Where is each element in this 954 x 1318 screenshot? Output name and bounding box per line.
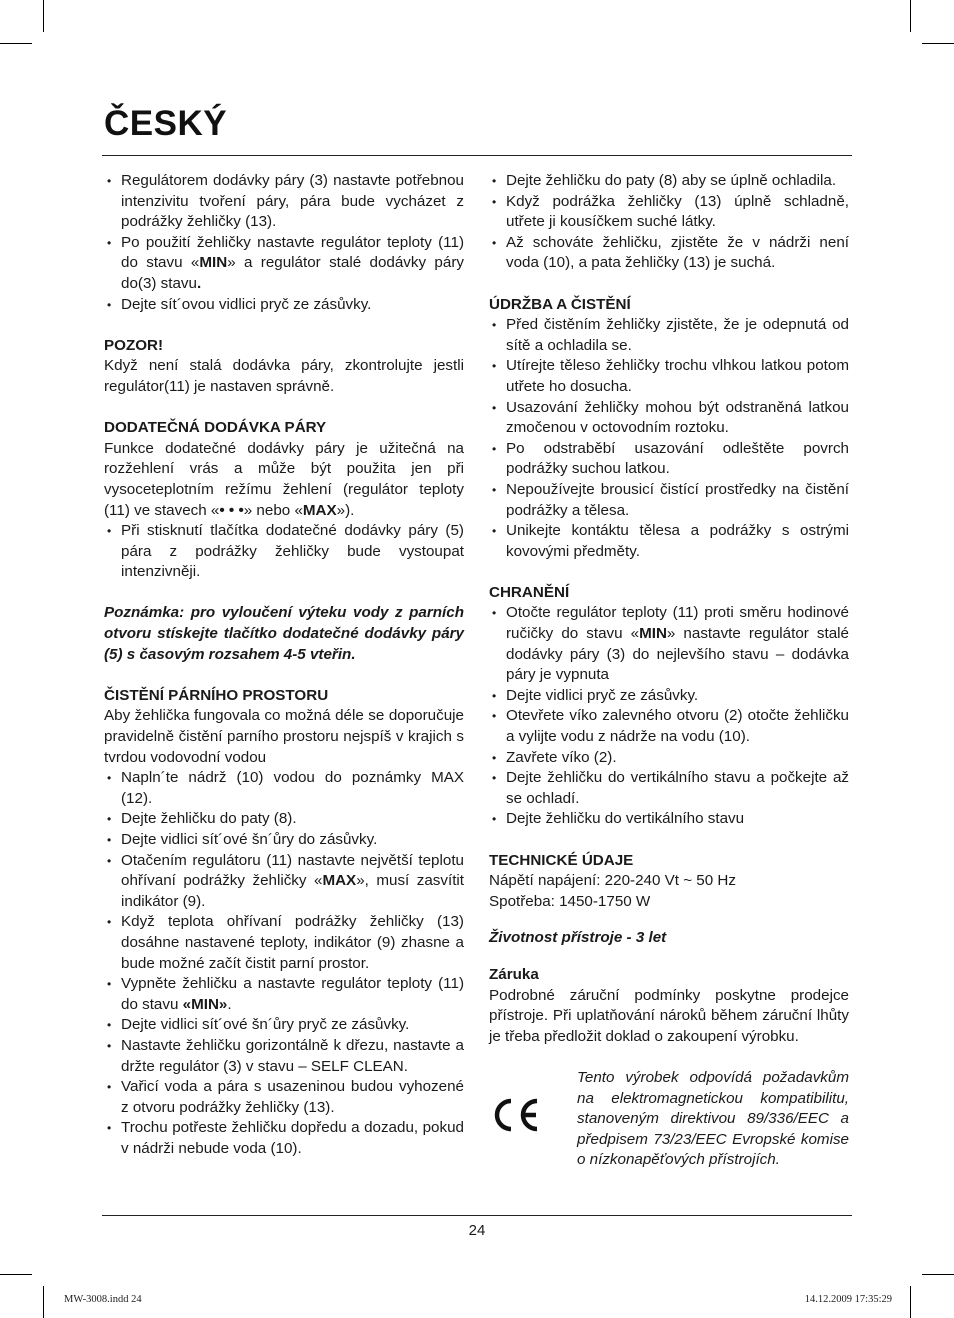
list-item: • Dejte vidlici pryč ze zásůvky.	[489, 686, 849, 707]
crop-mark	[0, 1274, 32, 1275]
lifetime-text: Životnost přístroje - 3 let	[489, 929, 667, 947]
list-item: • Po použití žehličky nastavte regulátor teploty (11) do stavu «MIN» a regulátor stalé dodávky páry do(3) stavu.	[104, 233, 464, 295]
list-item: • Vypněte žehličku a nastavte regulátor teploty (11) do stavu «MIN».	[104, 974, 464, 1015]
list-item: • Trochu potřeste žehličku dopředu a dozadu, pokud v nádrži nebude voda (10).	[104, 1118, 464, 1159]
page-number: 24	[468, 1222, 486, 1239]
list-item: • Při stisknutí tlačítka dodatečné dodávky páry (5) pára z podrážky žehličky bude vystoupat intenzivněji.	[104, 521, 464, 583]
list-item: • Před čistěním žehličky zjistěte, že je odepnutá od sítě a ochladila se.	[489, 315, 849, 356]
intro-list	[104, 171, 464, 315]
list-item: • Utírejte těleso žehličky trochu vlhkou latkou potom utřete ho dosucha.	[489, 356, 849, 397]
list-item: • Dejte sít´ovou vidlici pryč ze zásůvky.	[104, 295, 464, 316]
cisteni-text: Aby žehlička fungovala co možná déle se doporučuje pravidelně čistění parního prostoru nejspíš v krajich s tvrdou vodovodní vodou	[104, 707, 464, 766]
tech-line: Nápětí napájení: 220-240 Vt ~ 50 Hz	[489, 872, 736, 890]
top-list	[489, 171, 849, 274]
pozor-text: Když není stalá dodávka páry, zkontrolujte jestli regulátor(11) je nastaven správně.	[104, 357, 464, 395]
list-item: • Dejte vidlici sít´ové šn´ůry do zásůvky.	[104, 830, 464, 851]
list-item: • Dejte vidlici sít´ové šn´ůry pryč ze zásůvky.	[104, 1015, 464, 1036]
list-item: • Vařicí voda a pára s usazeninou budou vyhozené z otvoru podrážky žehličky (13).	[104, 1077, 464, 1118]
dodatecna-text: Funkce dodatečné dodávky páry je užitečná na rozžehlení vrás a může být použita jen při vysoceteplotním režímu žehlení (regulátor teploty (11) ve stavech «• • •» nebo «MAX»).	[104, 439, 464, 519]
list-item: • Nastavte žehličku gorizontálně k dřezu, nastavte a držte regulátor (3) v stavu – SELF CLEAN.	[104, 1036, 464, 1077]
section-heading-zaruka: Záruka	[489, 965, 539, 983]
list-item: • Dejte žehličku do paty (8) aby se úplně ochladila.	[489, 171, 849, 192]
list-item: • Když teplota ohřívaní podrážky žehličky (13) dosáhne nastavené teploty, indikátor (9) zhasne a bude možné začít čistit parní prostor.	[104, 912, 464, 974]
list-item: • Když podrážka žehličky (13) úplně schladně, utřete ji kousíčkem suché látky.	[489, 192, 849, 233]
section-heading-dodatecna: DODATEČNÁ DODÁVKA PÁRY	[104, 419, 327, 437]
list-item: • Unikejte kontáktu tělesa a podrážky s ostrými kovovými předměty.	[489, 521, 849, 562]
udrzba-list	[489, 315, 849, 562]
crop-mark	[910, 1286, 911, 1318]
ce-conformity-text: Tento výrobek odpovídá požadavkům na elektromagnetickou kompatibilitu, stanoveným direktivou 89/336/EEC a předpisem 73/23/EEC Evropské komise o nízkonapěťových přístrojích.	[577, 1068, 849, 1169]
footer-timestamp: 14.12.2009 17:35:29	[804, 1294, 892, 1305]
ce-block	[489, 1068, 849, 1171]
crop-mark	[43, 0, 44, 32]
list-item: • Zavřete víko (2).	[489, 748, 849, 769]
cisteni-list	[104, 768, 464, 1159]
chraneni-list	[489, 603, 849, 830]
section-heading-cisteni: ČISTĚNÍ PÁRNÍHO PROSTORU	[104, 686, 329, 704]
tech-line: Spotřeba: 1450-1750 W	[489, 892, 651, 910]
crop-mark	[922, 1274, 954, 1275]
section-heading-pozor: POZOR!	[104, 336, 164, 354]
crop-mark	[0, 43, 32, 44]
left-column	[104, 171, 464, 1160]
right-column	[489, 171, 849, 1171]
section-heading-tech: TECHNICKÉ ÚDAJE	[489, 851, 634, 869]
crop-mark	[922, 43, 954, 44]
list-item: • Otevřete víko zalevného otvoru (2) otočte žehličku a vylijte vodu z nádrže na vodu (10).	[489, 706, 849, 747]
list-item: • Dejte žehličku do paty (8).	[104, 809, 464, 830]
dodatecna-list	[104, 521, 464, 583]
list-item: • Otačením regulátoru (11) nastavte největší teplotu ohřívaní podrážky žehličky «MAX», musí zasvítit indikátor (9).	[104, 851, 464, 913]
list-item: • Dejte žehličku do vertikálního stavu	[489, 809, 849, 830]
list-item: • Až schováte žehličku, zjistěte že v nádrži není voda (10), a pata žehličky (13) je suchá.	[489, 233, 849, 274]
ce-mark-icon	[489, 1068, 577, 1134]
section-heading-chraneni: CHRANĚNÍ	[489, 583, 570, 601]
header-rule	[102, 155, 852, 156]
list-item: • Otočte regulátor teploty (11) proti směru hodinové ručičky do stavu «MIN» nastavte regulátor stalé dodávky páry (3) do nejlevšího stavu – dodávka páry je vypnuta	[489, 603, 849, 685]
footer-rule	[102, 1215, 852, 1216]
list-item: • Nepoužívejte brousicí čistící prostředky na čistění podrážky a tělesa.	[489, 480, 849, 521]
list-item: • Dejte žehličku do vertikálního stavu a počkejte až se ochladí.	[489, 768, 849, 809]
note-text: Poznámka: pro vyloučení výteku vody z parních otvoru stískejte tlačítko dodatečné dodávky páry (5) s časovým rozsahem 4-5 vteřin.	[104, 604, 464, 663]
list-item: • Usazování žehličky mohou být odstraněná latkou zmočenou v octovodním roztoku.	[489, 398, 849, 439]
section-heading-udrzba: ÚDRŽBA A ČISTĚNÍ	[489, 295, 631, 313]
list-item: • Napln´te nádrž (10) vodou do poznámky MAX (12).	[104, 768, 464, 809]
crop-mark	[43, 1286, 44, 1318]
footer-file-info: MW-3008.indd 24	[64, 1294, 142, 1305]
zaruka-text: Podrobné záruční podmínky poskytne prodejce přístroje. Při uplatňování nároků během záruční lhůty je třeba předložit doklad o zakoupení výrobku.	[489, 986, 849, 1045]
list-item: • Po odstraběbí usazování odleštěte povrch podrážky suchou latkou.	[489, 439, 849, 480]
list-item: • Regulátorem dodávky páry (3) nastavte potřebnou intenzivitu tvoření páry, pára bude vycházet z podrážky žehličky (13).	[104, 171, 464, 233]
page-title: ČESKÝ	[104, 104, 228, 143]
crop-mark	[910, 0, 911, 32]
